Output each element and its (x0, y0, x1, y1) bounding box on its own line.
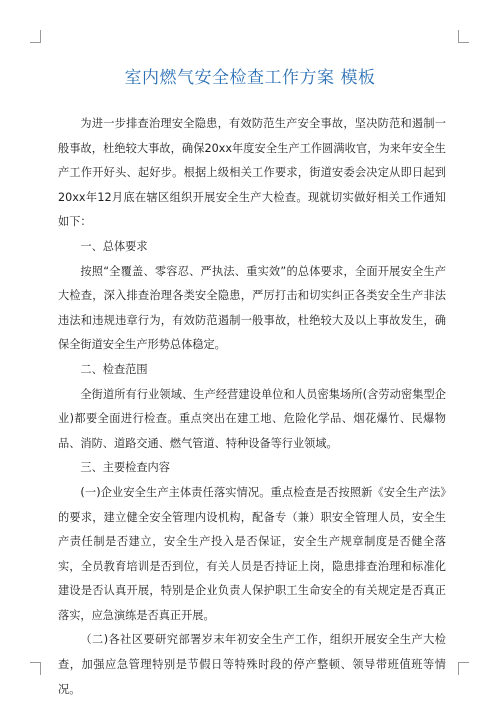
intro-paragraph: 为进一步排查治理安全隐患，有效防范生产安全事故，坚决防范和遏制一般事故，杜绝较大事故，确保20xx年度安全生产工作圆满收官，为来年安全生产工作开好头、起好步。根据上级相关工作要求，街道安委会决定从即日起到20xx年12月底在辖区组织开展安全生产大检查。现就切实做好相关工作通知如下： (58, 117, 446, 229)
section-paragraph-3-1: (一)企业安全生产主体责任落实情况。重点检查是否按照新《安全生产法》的要求，建立健全安全管理内设机构，配备专（兼）职安全管理人员，安全生产责任制是否建立，安全生产投入是否保证，安全生产规章制度是否健全落实，全员教育培训是否到位，有关人员是否持证上岗，隐患排查治理和标准化建设是否认真开展，特别是企业负责人保护职工生命安全的有关规定是否真正落实，应急演练是否真正开展。 (58, 485, 446, 622)
crop-mark-bottom-left (30, 662, 41, 675)
section-heading-3: 三、主要检查内容 (80, 461, 170, 475)
crop-mark-top-right (458, 30, 469, 43)
document-body (58, 112, 446, 702)
section-heading-1: 一、总体要求 (80, 239, 148, 253)
section-paragraph-3-2: （二)各社区要研究部署岁末年初安全生产工作，组织开展安全生产大检查，加强应急管理特别是节假日等特殊时段的停产整顿、领导带班值班等情况。 (58, 633, 446, 696)
section-paragraph-2: 全街道所有行业领域、生产经营建设单位和人员密集场所(含劳动密集型企业)都要全面进行检查。重点突出在建工地、危险化学品、烟花爆竹、民爆物品、消防、道路交通、燃气管道、特种设备等行业领域。 (58, 387, 446, 450)
section-heading-2: 二、检查范围 (80, 362, 148, 376)
crop-mark-top-left (30, 30, 41, 43)
document-title: 室内燃气安全检查工作方案 模板 (124, 68, 376, 88)
section-paragraph-1: 按照“全覆盖、零容忍、严执法、重实效”的总体要求，全面开展安全生产大检查，深入排查治理各类安全隐患，严厉打击和切实纠正各类安全生产非法违法和违规违章行为，有效防范遏制一般事故，杜绝较大及以上事故发生，确保全街道安全生产形势总体稳定。 (58, 264, 446, 352)
crop-mark-bottom-right (458, 662, 469, 675)
